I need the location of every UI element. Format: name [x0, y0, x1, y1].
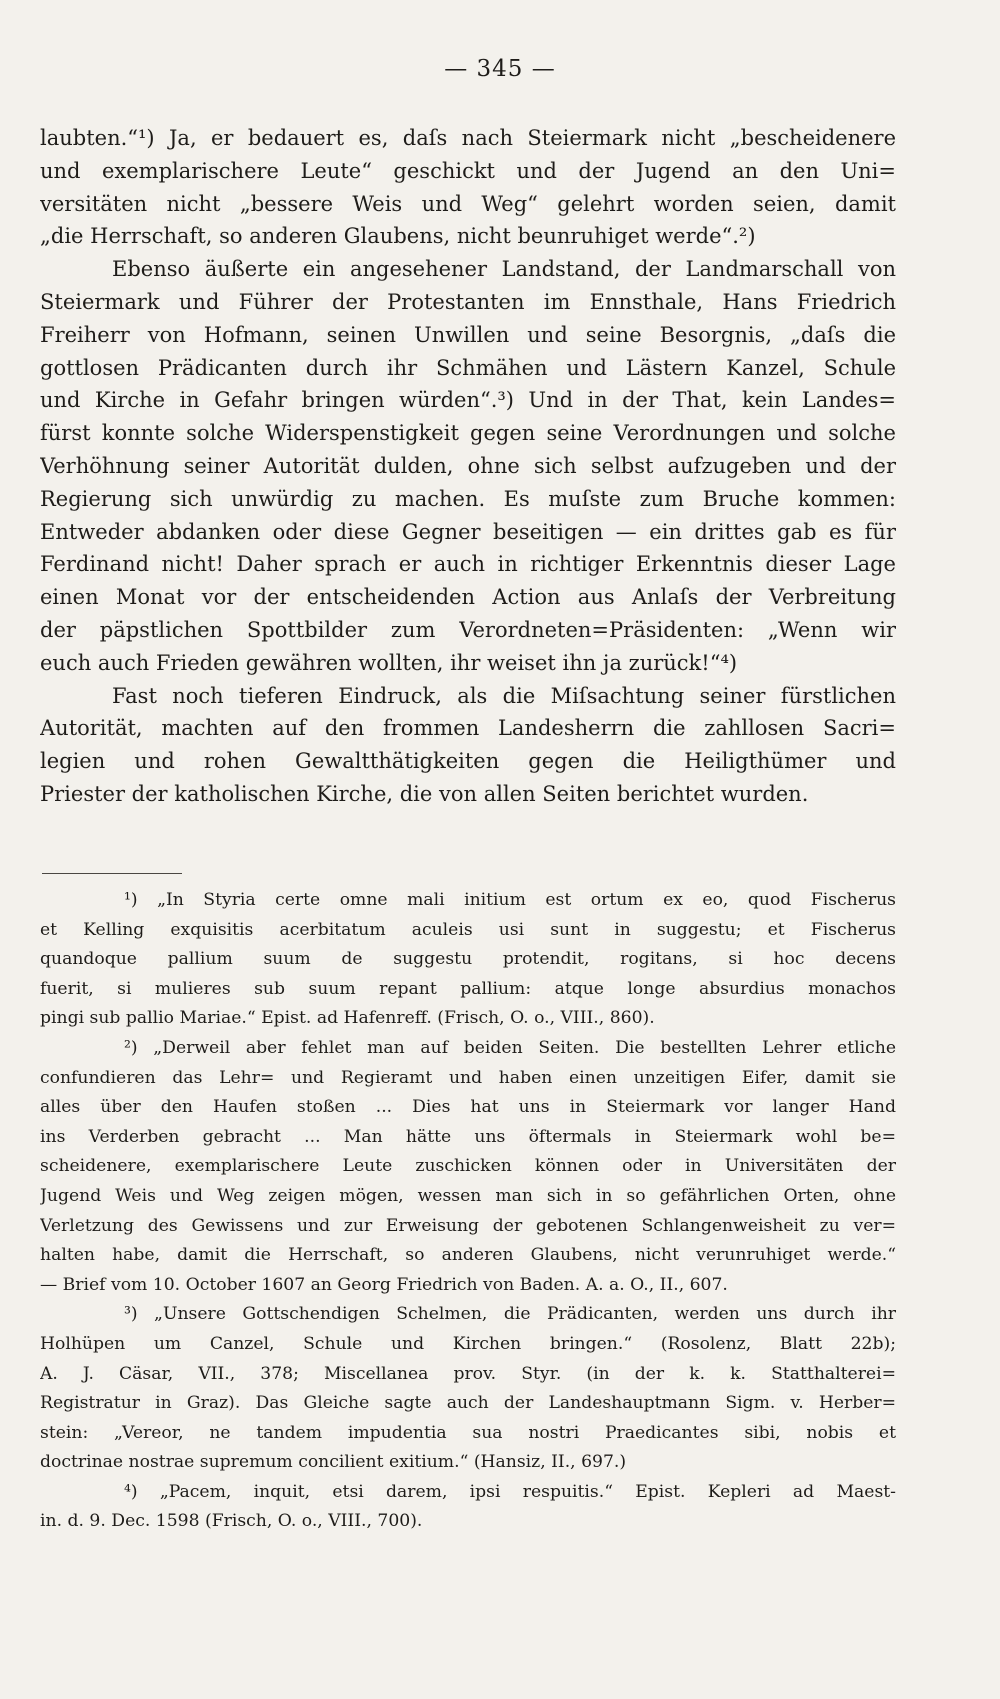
- page-number: — 345 —: [444, 56, 556, 82]
- body-line: Ebenso äußerte ein angesehener Landstand, der Landmarschall von: [112, 257, 896, 282]
- footnote-line: ¹) „In Styria certe omne mali initium est ortum ex eo, quod Fischerus: [124, 890, 896, 910]
- footnote-line: et Kelling exquisitis acerbitatum aculeis usi sunt in suggestu; et Fischerus: [40, 919, 896, 940]
- body-line: Autorität, machten auf den frommen Landesherrn die zahllosen Sacri=: [40, 716, 896, 741]
- footnote-line: ²) „Derweil aber fehlet man auf beiden Seiten. Die bestellten Lehrer etliche: [124, 1037, 896, 1058]
- body-line: legien und rohen Gewaltthätigkeiten gegen die Heiligthümer und: [40, 749, 896, 774]
- footnote-line: ³) „Unsere Gottschendigen Schelmen, die Prädicanten, werden uns durch ihr: [124, 1304, 896, 1325]
- body-line: fürst konnte solche Widerspenstigkeit gegen seine Verordnungen und solche: [40, 421, 896, 446]
- footnote-line: quandoque pallium suum de suggestu protendit, rogitans, si hoc decens: [40, 949, 896, 970]
- footnote-line: Jugend Weis und Weg zeigen mögen, wessen man sich in so gefährlichen Orten, ohne: [40, 1185, 896, 1206]
- footnotes: [40, 886, 896, 1537]
- body-line: Freiherr von Hofmann, seinen Unwillen und seine Besorgnis, „daſs die: [40, 322, 896, 347]
- body-line: Verhöhnung seiner Autorität dulden, ohne sich selbst aufzugeben und der: [40, 453, 896, 478]
- body-line: euch auch Frieden gewähren wollten, ihr weiset ihn ja zurück!“⁴): [40, 650, 738, 675]
- body-line: versitäten nicht „bessere Weis und Weg“ gelehrt worden seien, damit: [40, 191, 896, 216]
- body-line: Fast noch tieferen Eindruck, als die Miſsachtung seiner fürstlichen: [112, 683, 896, 708]
- footnote-line: Holhüpen um Canzel, Schule und Kirchen bringen.“ (Rosolenz, Blatt 22b);: [40, 1333, 896, 1354]
- body-line: laubten.“¹) Ja, er bedauert es, daſs nach Steiermark nicht „bescheidenere: [40, 126, 896, 150]
- footnote-line: pingi sub pallio Mariae.“ Epist. ad Hafenreff. (Frisch, O. o., VIII., 860).: [40, 1008, 655, 1029]
- footnote-line: confundieren das Lehr= und Regieramt und haben einen unzeitigen Eifer, damit sie: [40, 1067, 896, 1088]
- footnote-line: stein: „Vereor, ne tandem impudentia sua nostri Praedicantes sibi, nobis et: [40, 1422, 896, 1443]
- footnote-line: in. d. 9. Dec. 1598 (Frisch, O. o., VIII., 700).: [40, 1511, 423, 1532]
- body-line: und Kirche in Gefahr bringen würden“.³) Und in der That, kein Landes=: [40, 388, 896, 413]
- body-line: Ferdinand nicht! Daher sprach er auch in richtiger Erkenntnis dieser Lage: [40, 552, 896, 577]
- footnote-line: A. J. Cäsar, VII., 378; Miscellanea prov. Styr. (in der k. k. Statthalterei=: [40, 1363, 896, 1384]
- footnote-line: fuerit, si mulieres sub suum repant pallium: atque longe absurdius monachos: [40, 978, 896, 999]
- footnote-line: ⁴) „Pacem, inquit, etsi darem, ipsi respuitis.“ Epist. Kepleri ad Maest-: [124, 1481, 896, 1502]
- body-line: „die Herrschaft, so anderen Glaubens, nicht beunruhiget werde“.²): [40, 224, 756, 249]
- footnote-line: ins Verderben gebracht ... Man hätte uns öftermals in Steiermark wohl be=: [40, 1126, 896, 1147]
- footnote-line: Verletzung des Gewissens und zur Erweisung der gebotenen Schlangenweisheit zu ver=: [40, 1215, 896, 1236]
- body-line: einen Monat vor der entscheidenden Action aus Anlaſs der Verbreitung: [40, 585, 896, 610]
- footnote-line: — Brief vom 10. October 1607 an Georg Friedrich von Baden. A. a. O., II., 607.: [40, 1274, 728, 1295]
- body-line: gottlosen Prädicanten durch ihr Schmähen und Lästern Kanzel, Schule: [40, 355, 896, 380]
- body-line: und exemplarischere Leute“ geschickt und der Jugend an den Uni=: [40, 158, 896, 183]
- footnote-line: doctrinae nostrae supremum concilient exitium.“ (Hansiz, II., 697.): [40, 1452, 627, 1473]
- footnote-line: halten habe, damit die Herrschaft, so anderen Glaubens, nicht verunruhiget werde.“: [40, 1245, 896, 1266]
- body-text: [40, 122, 896, 811]
- footnote-line: scheidenere, exemplarischere Leute zuschicken können oder in Universitäten der: [40, 1156, 896, 1177]
- body-line: Regierung sich unwürdig zu machen. Es muſste zum Bruche kommen:: [40, 486, 896, 511]
- body-line: Entweder abdanken oder diese Gegner beseitigen — ein drittes gab es für: [40, 519, 896, 544]
- footnote-line: Registratur in Graz). Das Gleiche sagte auch der Landeshauptmann Sigm. v. Herber=: [40, 1393, 896, 1414]
- body-line: Priester der katholischen Kirche, die von allen Seiten berichtet wurden.: [40, 781, 809, 806]
- body-line: der päpstlichen Spottbilder zum Verordneten=Präsidenten: „Wenn wir: [40, 617, 896, 642]
- footnote-line: alles über den Haufen stoßen ... Dies hat uns in Steiermark vor langer Hand: [40, 1097, 896, 1118]
- footnote-separator: [42, 873, 182, 874]
- body-line: Steiermark und Führer der Protestanten im Ennsthale, Hans Friedrich: [40, 289, 896, 314]
